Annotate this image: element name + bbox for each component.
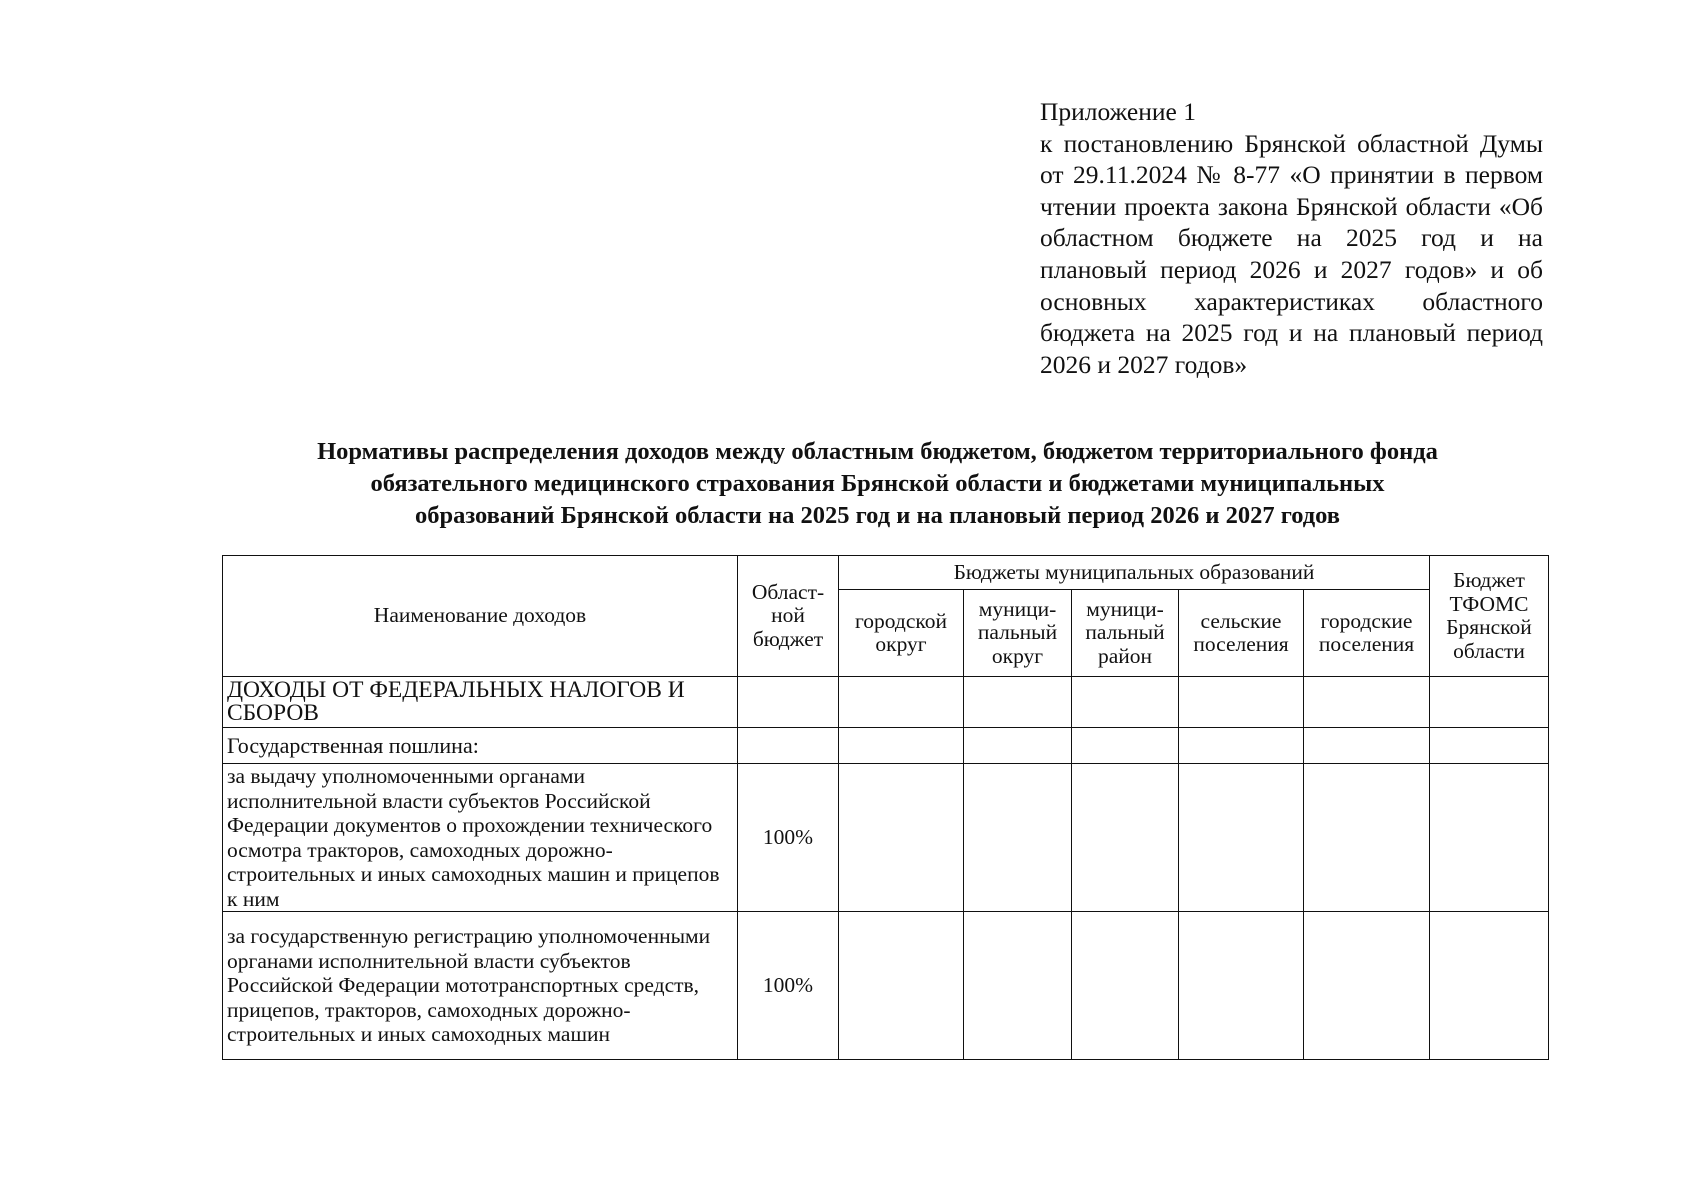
empty-cell: [964, 728, 1072, 764]
table-row: [223, 728, 1549, 764]
empty-cell: [964, 764, 1072, 912]
header-municipal-area: муници- пальный район: [1072, 590, 1179, 677]
appendix-block: [1040, 96, 1543, 380]
header-regional-budget: Област- ной бюджет: [738, 556, 839, 677]
empty-cell: [1179, 912, 1304, 1060]
empty-cell: [1304, 912, 1430, 1060]
table-row: [223, 677, 1549, 728]
header-urban-district: городской округ: [839, 590, 964, 677]
empty-cell: [1179, 728, 1304, 764]
regional-share-cell: 100%: [738, 764, 839, 912]
header-tfoms-budget: Бюджет ТФОМС Брянской области: [1430, 556, 1549, 677]
empty-cell: [1179, 764, 1304, 912]
empty-cell: [964, 677, 1072, 728]
empty-cell: [1179, 677, 1304, 728]
empty-cell: [839, 764, 964, 912]
appendix-body: к постановлению Брянской областной Думы от 29.11.2024 № 8-77 «О принятии в первом чтении проекта закона Брянской области «Об областном бюджете на 2025 год и на плановый период 2026 и 2027 годов» и об основных характеристиках областного бюджета на 2025 год и на плановый период 2026 и 2027 годов»: [1040, 128, 1543, 379]
empty-cell: [1072, 764, 1179, 912]
regional-share-cell: [738, 728, 839, 764]
table-row: [223, 764, 1549, 912]
appendix-title: Приложение 1: [1040, 97, 1196, 126]
row-name: Государственная пошлина:: [223, 728, 738, 764]
header-municipal-budgets: Бюджеты муниципальных образований: [839, 556, 1430, 590]
empty-cell: [1430, 728, 1549, 764]
empty-cell: [1430, 764, 1549, 912]
empty-cell: [1072, 912, 1179, 1060]
header-rural-settlements: сельские поселения: [1179, 590, 1304, 677]
empty-cell: [1304, 728, 1430, 764]
row-name: ДОХОДЫ ОТ ФЕДЕРАЛЬНЫХ НАЛОГОВ И СБОРОВ: [223, 677, 738, 728]
header-municipal-district: муници- пальный округ: [964, 590, 1072, 677]
norms-table: [222, 555, 1549, 1060]
empty-cell: [1430, 912, 1549, 1060]
empty-cell: [1430, 677, 1549, 728]
empty-cell: [1304, 764, 1430, 912]
row-name: за государственную регистрацию уполномоченными органами исполнительной власти субъектов Российской Федерации мототранспортных средств, прицепов, тракторов, самоходных дорожно-строительных и иных самоходных машин: [223, 912, 738, 1060]
document-title: [210, 436, 1545, 532]
empty-cell: [1304, 677, 1430, 728]
empty-cell: [839, 677, 964, 728]
document-title-line: обязательного медицинского страхования Брянской области и бюджетами муниципальных: [370, 470, 1385, 497]
table-row: [223, 912, 1549, 1060]
row-name: за выдачу уполномоченными органами исполнительной власти субъектов Российской Федерации документов о прохождении технического осмотра тракторов, самоходных дорожно-строительных и иных самоходных машин и прицепов к ним: [223, 764, 738, 912]
regional-share-cell: [738, 677, 839, 728]
document-title-line: Нормативы распределения доходов между областным бюджетом, бюджетом территориального фонда: [317, 438, 1438, 465]
regional-share-cell: 100%: [738, 912, 839, 1060]
header-income-name: Наименование доходов: [223, 556, 738, 677]
header-urban-settlements: городские поселения: [1304, 590, 1430, 677]
empty-cell: [1072, 728, 1179, 764]
empty-cell: [964, 912, 1072, 1060]
document-title-line: образований Брянской области на 2025 год и на плановый период 2026 и 2027 годов: [414, 502, 1341, 529]
empty-cell: [839, 728, 964, 764]
empty-cell: [1072, 677, 1179, 728]
empty-cell: [839, 912, 964, 1060]
